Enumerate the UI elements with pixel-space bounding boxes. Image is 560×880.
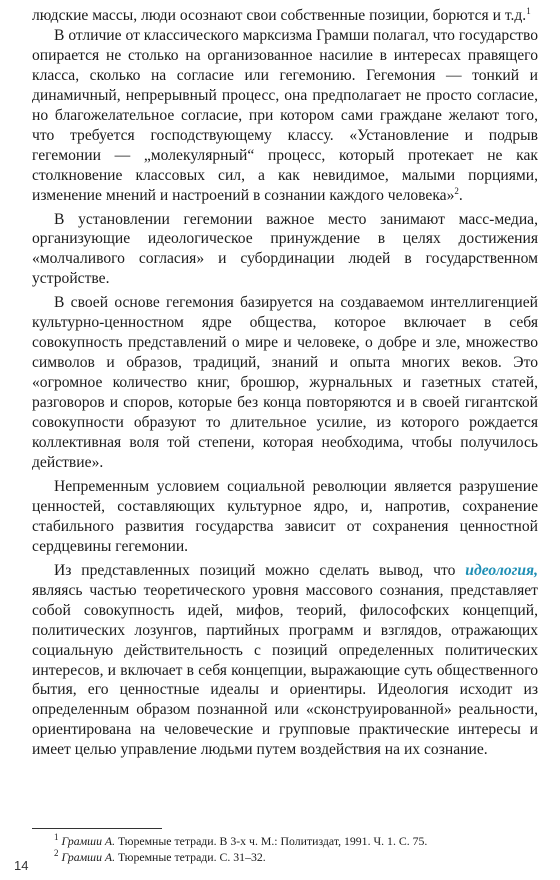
page-number: 14	[14, 858, 29, 873]
footnote-1-text: Тюремные тетради. В 3-х ч. М.: Политиздат, 1991. Ч. 1. С. 75.	[115, 834, 428, 848]
footnote-1-author: Грамши А.	[61, 834, 116, 848]
paragraph-revolution: Непременным условием социальной революции является разрушение ценностей, составляющих культурное ядро, и, напротив, сохранение стабильного развития государства зависит от сохранения ценностной сердцевины гегемонии.	[32, 477, 538, 555]
footnote-2	[32, 850, 538, 865]
footnote-ref-1[interactable]: 1	[526, 5, 531, 16]
term-ideology: идеология,	[465, 561, 538, 579]
paragraph-5-lead: Из представленных позиций можно сделать вывод, что	[54, 561, 466, 579]
footnote-ref-2[interactable]: 2	[454, 185, 459, 196]
footnote-divider	[32, 828, 162, 829]
paragraph-continuation	[32, 6, 538, 26]
footnote-2-marker: 2	[54, 848, 59, 859]
footnote-2-author: Грамши А.	[61, 850, 116, 864]
paragraph-1-text: В отличие от классического марксизма Грамши полагал, что государство опирается не столько на организованное насилие в интересах правящего класса, сколько на согласие или гегемонию. Гегемония — тонкий и динамичный, непрерывный процесс, она предполагает не просто согласие, но благожелательное согласие, при котором сами граждане желают того, что требуется господствующему классу. «Установление и подрыв гегемонии — „молекулярный“ процесс, который протекает не как столкновение классовых сил, а как невидимое, малыми порциями, изменение мнений и настроений в сознании каждого человека»	[32, 26, 538, 204]
paragraph-1-end: .	[458, 186, 463, 204]
paragraph-gramsci-hegemony	[32, 26, 538, 206]
footnote-2-text: Тюремные тетради. С. 31–32.	[115, 850, 266, 864]
paragraph-5-rest: являясь частью теоретического уровня массового сознания, представляет собой совокупность идей, мифов, теорий, философских концепций, политических лозунгов, партийных программ и взглядов, отражающих социальную действительность с позиций определенных политических интересов, и включает в себя концепции, выражающие суть общественного бытия, его ценностные идеалы и ориентиры. Идеология исходит из определенным образом познанной или «сконструированной» реальности, ориентирована на человеческие и групповые практические интересы и имеет целью управление людьми путем воздействия на их сознание.	[32, 581, 538, 759]
footnote-1	[32, 834, 538, 849]
footnote-1-marker: 1	[54, 832, 59, 843]
paragraph-0-text: людские массы, люди осознают свои собственные позиции, борются и т.д.	[32, 7, 527, 24]
paragraph-cultural-core: В своей основе гегемония базируется на создаваемом интеллигенцией культурно-ценностном ядре общества, которое включает в себя совокупность представлений о мире и человеке, о добре и зле, множество символов и образов, традиций, знаний и опыта многих веков. Это «огромное количество книг, брошюр, журнальных и газетных статей, разговоров и споров, которые без конца повторяются и в своей гигантской совокупности образуют то длительное усилие, из которого рождается коллективная воля той степени, которая необходима, чтобы получилось действие».	[32, 294, 538, 471]
paragraph-mass-media: В установлении гегемонии важное место занимают масс-медиа, организующие идеологическое принуждение в целях достижения «молчаливого согласия» и субординации людей в государственном устройстве.	[32, 210, 538, 288]
paragraph-ideology-definition	[32, 561, 538, 761]
page-body	[32, 6, 538, 760]
